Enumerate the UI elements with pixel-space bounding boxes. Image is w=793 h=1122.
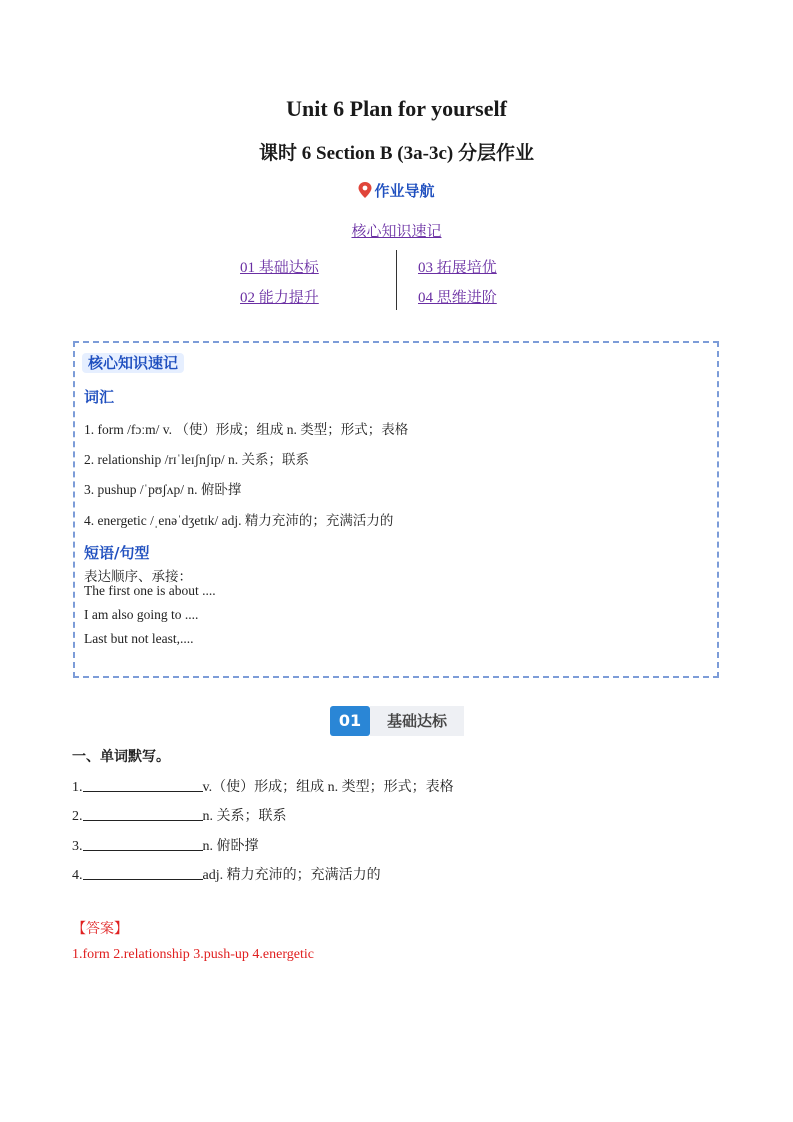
- vocab-heading: 词汇: [84, 388, 115, 406]
- question-number: 1.: [72, 780, 83, 795]
- answer-blank[interactable]: [83, 867, 203, 880]
- answer-text: 1.form 2.relationship 3.push-up 4.energetic: [72, 947, 314, 962]
- question-number: 2.: [72, 809, 83, 824]
- page-title: Unit 6 Plan for yourself: [286, 96, 507, 121]
- question-item: [72, 864, 381, 884]
- section-title: 基础达标: [370, 706, 464, 736]
- nav-link-ability[interactable]: 02 能力提升: [240, 290, 319, 306]
- core-knowledge-heading: 核心知识速记: [82, 353, 184, 373]
- question-item: [72, 805, 287, 825]
- question-number: 3.: [72, 839, 83, 854]
- phrase-item: Last but not least,....: [84, 631, 194, 646]
- nav-link-thinking[interactable]: 04 思维进阶: [418, 290, 497, 306]
- nav-link-extension[interactable]: 03 拓展培优: [418, 260, 497, 276]
- question-title: 一、单词默写。: [72, 750, 170, 765]
- section-marker: [330, 706, 464, 736]
- phrase-heading: 短语/句型: [84, 544, 150, 562]
- vocab-item: 2. relationship /rɪˈleɪʃnʃɪp/ n. 关系；联系: [84, 452, 309, 467]
- section-number: 01: [330, 706, 370, 736]
- location-pin-icon: [358, 182, 372, 202]
- page-subtitle: 课时 6 Section B (3a-3c) 分层作业: [259, 143, 534, 164]
- answer-label: 【答案】: [72, 922, 128, 937]
- answer-blank[interactable]: [83, 808, 203, 821]
- core-knowledge-link[interactable]: 核心知识速记: [351, 224, 442, 240]
- vocab-item: 3. pushup /ˈpʊʃʌp/ n. 俯卧撑: [84, 482, 242, 497]
- phrase-item: I am also going to ....: [84, 607, 199, 622]
- question-item: [72, 835, 259, 855]
- answer-blank[interactable]: [83, 779, 203, 792]
- phrase-item: The first one is about ....: [84, 583, 216, 598]
- question-item: [72, 776, 454, 796]
- question-text: adj. 精力充沛的；充满活力的: [202, 868, 381, 883]
- question-text: v.（使）形成；组成 n. 类型；形式；表格: [202, 780, 454, 795]
- nav-heading: [0, 180, 793, 202]
- vocab-item: 4. energetic /ˌenəˈdʒetɪk/ adj. 精力充沛的；充满活力的: [84, 513, 394, 528]
- question-text: n. 俯卧撑: [202, 839, 259, 854]
- nav-link-basic[interactable]: 01 基础达标: [240, 260, 319, 276]
- question-text: n. 关系；联系: [202, 809, 287, 824]
- answer-blank[interactable]: [83, 838, 203, 851]
- question-number: 4.: [72, 868, 83, 883]
- nav-heading-label: 作业导航: [374, 182, 435, 200]
- nav-divider: [396, 250, 397, 310]
- phrase-item: 表达顺序、承接：: [84, 569, 192, 584]
- vocab-item: 1. form /fɔːm/ v. （使）形成；组成 n. 类型；形式；表格: [84, 422, 409, 437]
